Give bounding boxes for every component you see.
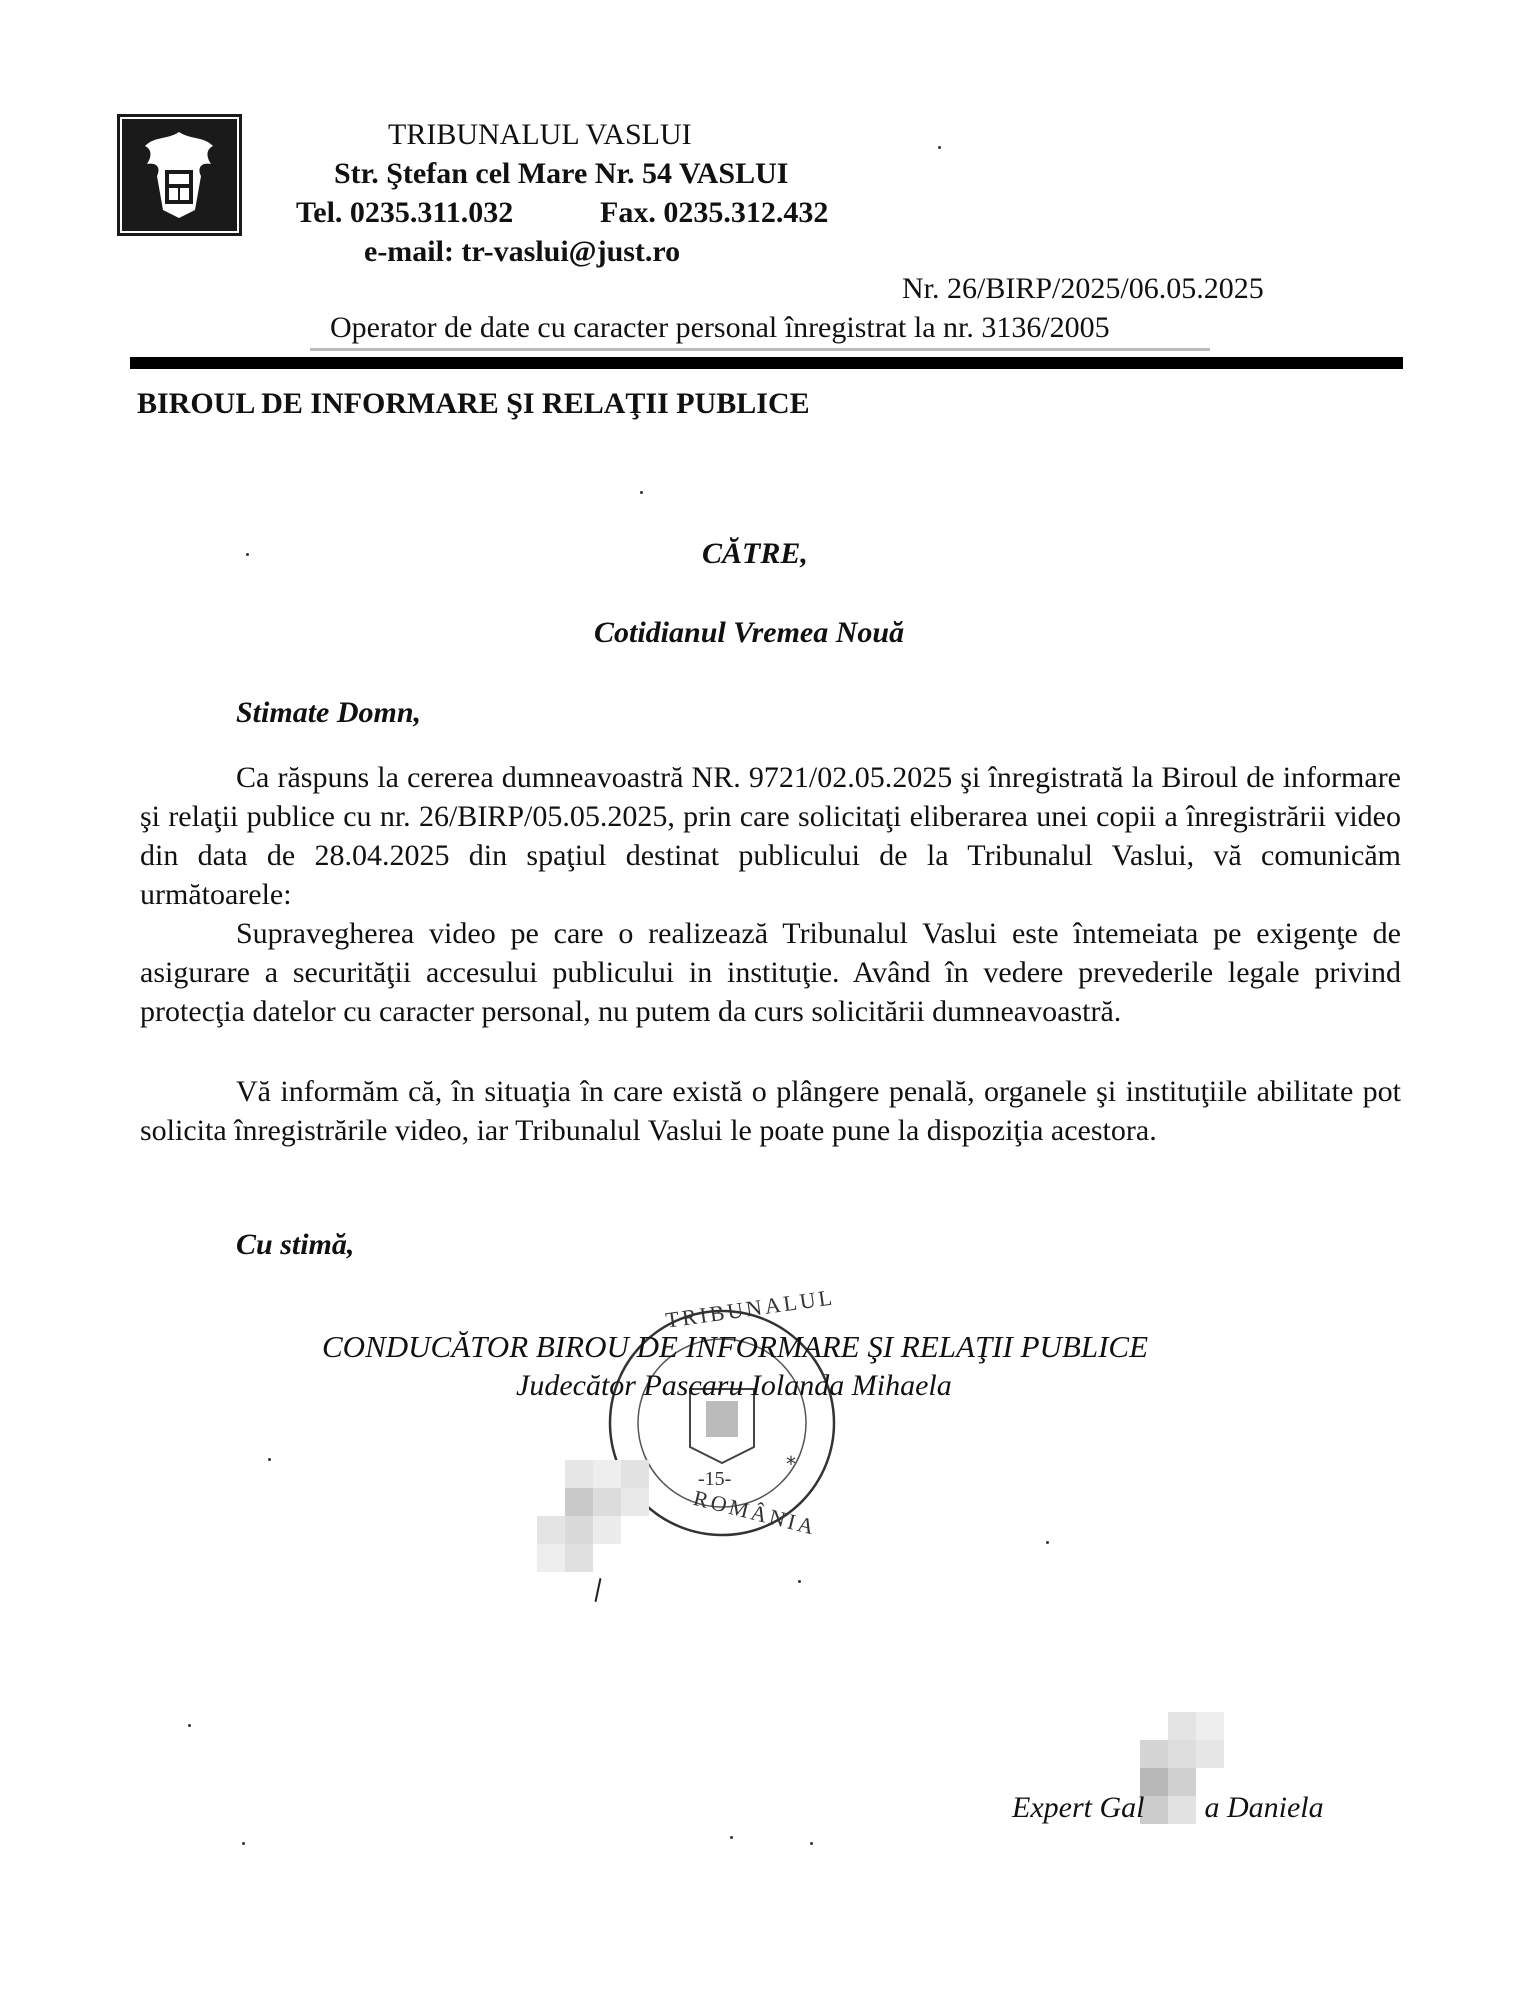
department-title: BIROUL DE INFORMARE ŞI RELAŢII PUBLICE xyxy=(137,387,810,420)
header-divider-thin xyxy=(310,348,1210,351)
stamp-top-text: TRIBUNALUL xyxy=(664,1284,837,1333)
scan-speck xyxy=(938,146,941,149)
body-paragraph-2-text: Supravegherea video pe care o realizează Tribunalul Vaslui este întemeiata pe exigenţe de asigurare a securităţii accesului publicului in instituţie. Având în vedere prevederile legale privind protecţia datelor cu caracter personal, nu putem da curs solicitării dumneavoastră. xyxy=(140,917,1401,1028)
stamp-number: -15- xyxy=(698,1468,732,1490)
body-paragraph-2 xyxy=(140,914,1401,1031)
scan-speck xyxy=(242,1842,245,1845)
signatory-name: Judecător Pascaru Iolanda Mihaela xyxy=(516,1369,952,1402)
body-paragraph-3-text: Vă informăm că, în situaţia în care există o plângere penală, organele şi instituţiile abilitate pot solicita înregistrările video, iar Tribunalul Vaslui le poate pune la dispoziţia acestora. xyxy=(140,1075,1401,1147)
reference-number: Nr. 26/BIRP/2025/06.05.2025 xyxy=(902,272,1264,305)
salutation: Stimate Domn, xyxy=(236,696,422,729)
phone-number: Tel. 0235.311.032 xyxy=(296,196,514,229)
scan-speck xyxy=(798,1580,801,1583)
scan-speck xyxy=(730,1836,733,1839)
redacted-signature xyxy=(537,1460,677,1590)
svg-text:*: * xyxy=(786,1452,796,1476)
institution-address: Str. Ştefan cel Mare Nr. 54 VASLUI xyxy=(334,157,789,190)
stamp-bottom-text: ROMÂNIA xyxy=(690,1485,820,1540)
fax-number: Fax. 0235.312.432 xyxy=(600,196,829,229)
scan-speck xyxy=(810,1842,813,1845)
body-paragraph-1-text: Ca răspuns la cererea dumneavoastră NR. 9721/02.05.2025 şi înregistrată la Biroul de informare şi relaţii publice cu nr. 26/BIRP/05.05.2025, prin care solicitaţi eliberarea unei copii a înregistrării video din data de 28.04.2025 din spaţiul destinat publicului de la Tribunalul Vaslui, vă comunicăm următoarele: xyxy=(140,761,1401,911)
recipient-name: Cotidianul Vremea Nouă xyxy=(594,616,905,649)
header-divider xyxy=(130,357,1403,369)
scan-speck xyxy=(640,491,643,494)
signatory-title: CONDUCĂTOR BIROU DE INFORMARE ŞI RELAŢII PUBLICE xyxy=(322,1329,1149,1364)
closing: Cu stimă, xyxy=(236,1228,355,1261)
scan-speck xyxy=(1046,1541,1049,1544)
scan-speck xyxy=(268,1458,271,1461)
scan-speck xyxy=(246,553,249,556)
scan-speck xyxy=(188,1724,191,1727)
institution-name: TRIBUNALUL VASLUI xyxy=(388,118,692,151)
data-operator-note: Operator de date cu caracter personal înregistrat la nr. 3136/2005 xyxy=(330,311,1110,344)
expert-name: Expert Gal a Daniela xyxy=(1012,1791,1324,1824)
body-paragraph-1 xyxy=(140,758,1401,914)
to-label: CĂTRE, xyxy=(702,537,808,570)
email-address: e-mail: tr-vaslui@just.ro xyxy=(364,235,681,268)
coat-of-arms-logo xyxy=(117,114,242,236)
body-paragraph-3 xyxy=(140,1072,1401,1150)
